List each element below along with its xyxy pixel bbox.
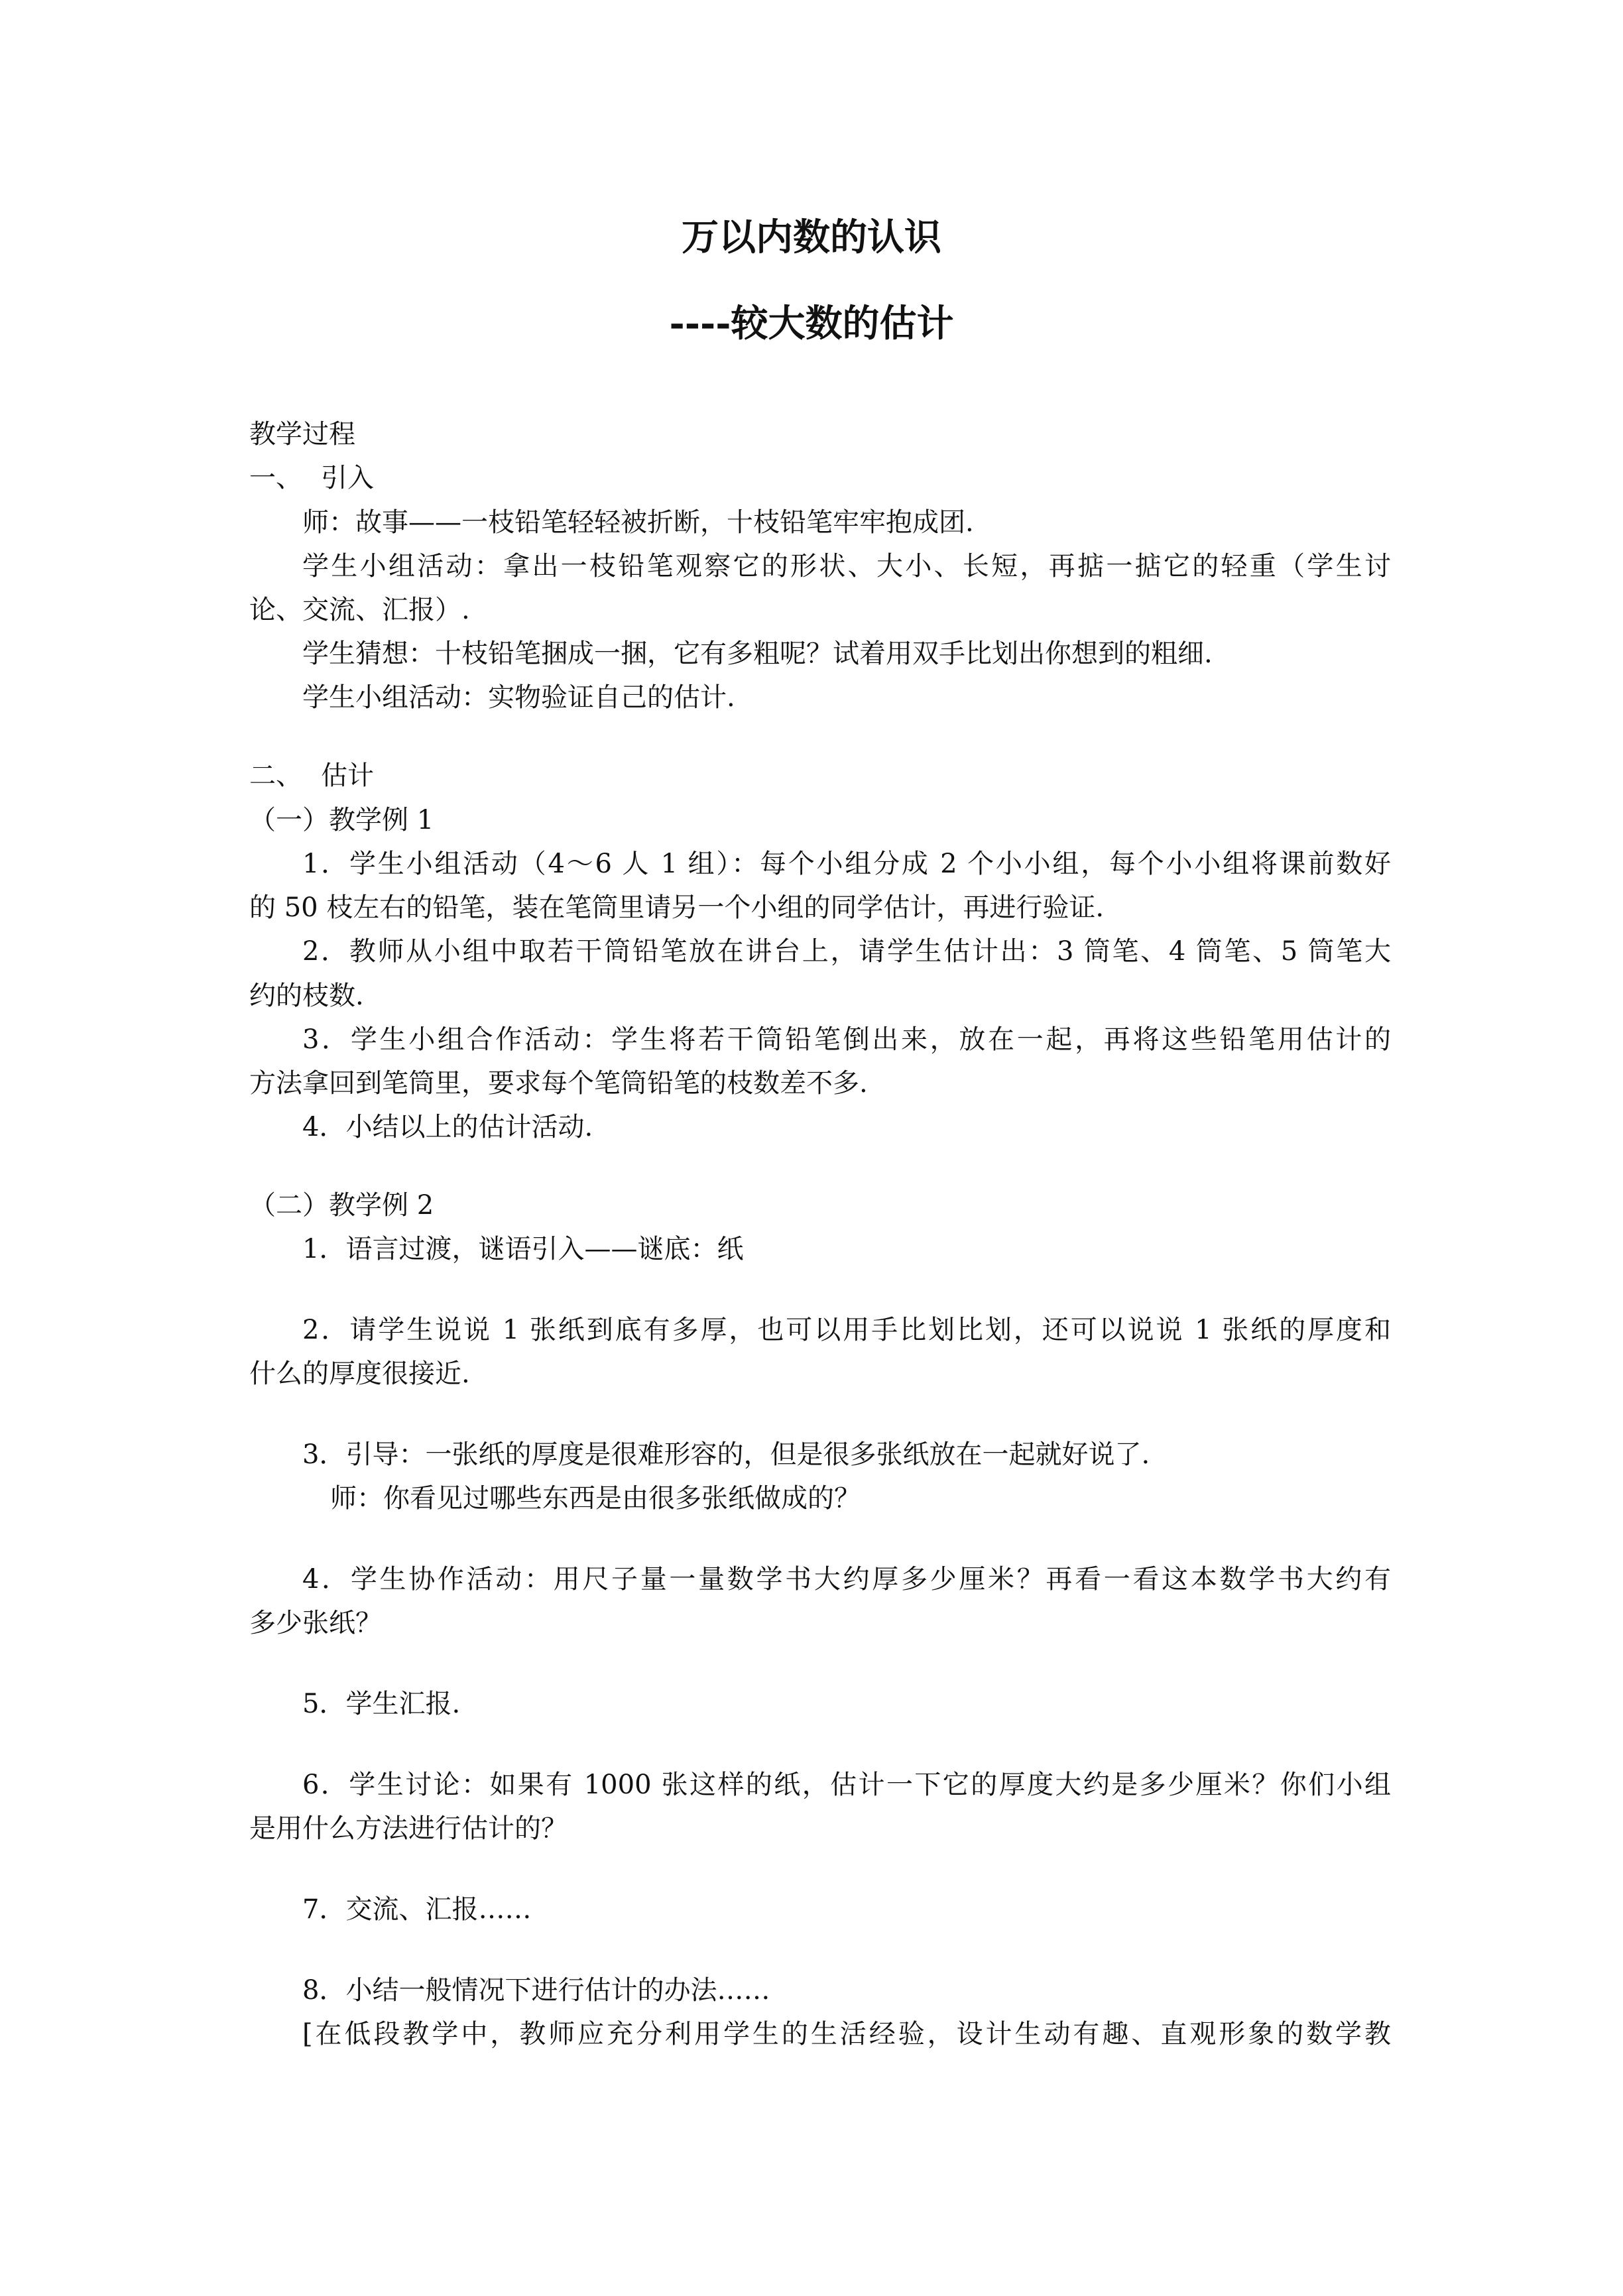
example2-item-2-line-2: 什么的厚度很接近. [249, 1359, 470, 1389]
example1-item-3-line-2: 方法拿回到笔筒里，要求每个笔筒铅笔的枝数差不多. [249, 1068, 868, 1099]
section1-paragraph-4: 学生小组活动：实物验证自己的估计. [302, 682, 735, 713]
example2-item-8: 8．小结一般情况下进行估计的办法…… [302, 1975, 770, 2006]
example2-item-7: 7．交流、汇报…… [302, 1894, 532, 1925]
example1-item-2-line-1: 2．教师从小组中取若干筒铅笔放在讲台上，请学生估计出：3 筒笔、4 筒笔、5 筒笔大 [302, 936, 1391, 967]
section1-title: 引入 [321, 463, 374, 493]
section1-paragraph-2-line-1: 学生小组活动：拿出一枝铅笔观察它的形状、大小、长短，再掂一掂它的轻重（学生讨 [302, 551, 1391, 581]
example2-item-4-line-1: 4．学生协作活动：用尺子量一量数学书大约厚多少厘米？再看一看这本数学书大约有 [302, 1564, 1391, 1595]
example2-item-5: 5．学生汇报. [302, 1689, 461, 1719]
example1-item-2-line-2: 约的枝数. [249, 981, 364, 1011]
section1-paragraph-2-line-2: 论、交流、汇报）. [249, 595, 470, 625]
example2-heading: （二）教学例 2 [249, 1190, 434, 1221]
page-subtitle: ----较大数的估计 [669, 302, 954, 345]
example2-item-3-teacher: 师：你看见过哪些东西是由很多张纸做成的？ [330, 1483, 861, 1514]
example1-item-4: 4．小结以上的估计活动. [302, 1112, 593, 1142]
example2-item-6-line-2: 是用什么方法进行估计的？ [249, 1813, 568, 1844]
teaching-note: [在低段教学中，教师应充分利用学生的生活经验，设计生动有趣、直观形象的数学教 [302, 2019, 1391, 2049]
example1-item-1-line-1: 1．学生小组活动（4～6 人 1 组）：每个小组分成 2 个小小组，每个小小组将课前数好 [302, 849, 1391, 879]
section1-label: 一、 [249, 463, 302, 493]
section2-label: 二、 [249, 760, 302, 791]
example1-heading: （一）教学例 1 [249, 805, 434, 835]
example2-item-2-line-1: 2．请学生说说 1 张纸到底有多厚，也可以用手比划比划，还可以说说 1 张纸的厚度和 [302, 1315, 1391, 1345]
example1-item-1-line-2: 的 50 枝左右的铅笔，装在笔筒里请另一个小组的同学估计，再进行验证. [249, 892, 1105, 923]
page-title: 万以内数的认识 [682, 215, 941, 259]
example1-item-3-line-1: 3．学生小组合作活动：学生将若干筒铅笔倒出来，放在一起，再将这些铅笔用估计的 [302, 1024, 1391, 1055]
example2-item-3: 3．引导：一张纸的厚度是很难形容的，但是很多张纸放在一起就好说了. [302, 1439, 1150, 1470]
example2-item-4-line-2: 多少张纸？ [249, 1608, 382, 1638]
section1-paragraph-1: 师：故事——一枝铅笔轻轻被折断，十枝铅笔牢牢抱成团. [302, 507, 974, 538]
example2-item-1: 1．语言过渡，谜语引入——谜底：纸 [302, 1234, 744, 1264]
section2-title: 估计 [321, 760, 374, 791]
section-heading: 教学过程 [249, 419, 355, 450]
section1-paragraph-3: 学生猜想：十枝铅笔捆成一捆，它有多粗呢？试着用双手比划出你想到的粗细. [302, 638, 1213, 669]
example2-item-6-line-1: 6．学生讨论：如果有 1000 张这样的纸，估计一下它的厚度大约是多少厘米？你们小组 [302, 1770, 1391, 1800]
